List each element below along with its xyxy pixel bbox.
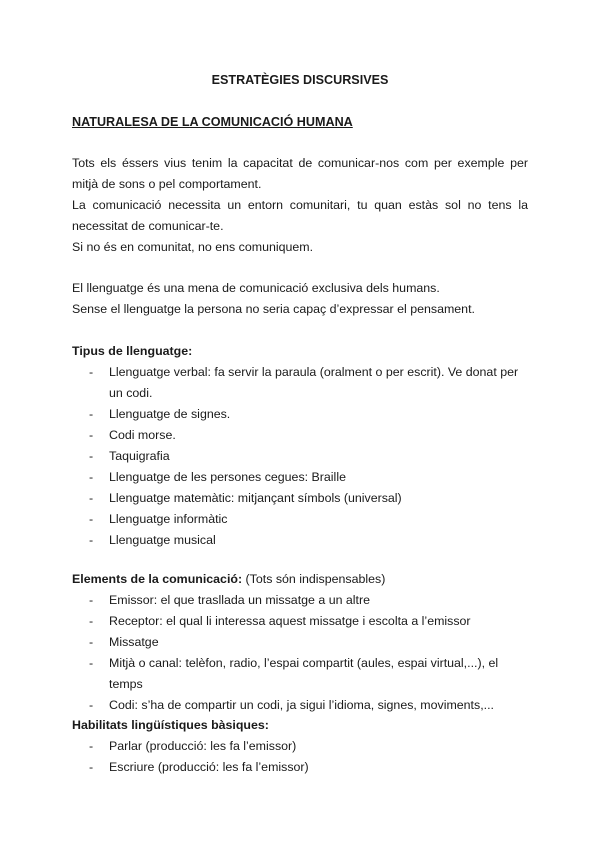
elements-heading-line bbox=[72, 569, 528, 590]
list-item: - Llenguatge musical bbox=[72, 530, 528, 551]
list-item: - Taquigrafia bbox=[72, 446, 528, 467]
list-item: - Receptor: el qual li interessa aquest missatge i escolta a l’emissor bbox=[72, 611, 528, 632]
list-item: - Escriure (producció: les fa l’emissor) bbox=[72, 757, 528, 778]
list-item: - Codi: s’ha de compartir un codi, ja sigui l’idioma, signes, moviments,... bbox=[72, 695, 528, 716]
intro-paragraph-1: Tots els éssers vius tenim la capacitat de comunicar-nos com per exemple per mitjà de sons o pel comportament. bbox=[72, 156, 528, 191]
list-item: - Llenguatge de signes. bbox=[72, 404, 528, 425]
section-heading: NATURALESA DE LA COMUNICACIÓ HUMANA bbox=[72, 115, 353, 129]
list-item: - Emissor: el que traslladа un missatge a un altre bbox=[72, 590, 528, 611]
skills-list bbox=[72, 736, 528, 778]
language-paragraph-2: Sense el llenguatge la persona no seria capaç d’expressar el pensament. bbox=[72, 302, 475, 316]
document-title: ESTRATÈGIES DISCURSIVES bbox=[211, 73, 389, 87]
list-item: - Mitjà o canal: telèfon, radio, l’espai compartit (aules, espai virtual,...), el temps bbox=[72, 653, 528, 695]
language-paragraphs bbox=[72, 278, 528, 320]
intro-paragraph-3: Si no és en comunitat, no ens comuniquem. bbox=[72, 240, 314, 254]
skills-heading: Habilitats lingüístiques bàsiques: bbox=[72, 718, 269, 732]
list-item: - Llenguatge de les persones cegues: Braille bbox=[72, 467, 528, 488]
list-item: - Missatge bbox=[72, 632, 528, 653]
intro-paragraphs bbox=[72, 153, 528, 258]
list-item: - Llenguatge matemàtic: mitjançant símbols (universal) bbox=[72, 488, 528, 509]
list-item: - Llenguatge informàtic bbox=[72, 509, 528, 530]
language-paragraph-1: El llenguatge és una mena de comunicació exclusiva dels humans. bbox=[72, 281, 440, 295]
elements-section bbox=[72, 569, 528, 716]
list-item: - Codi morse. bbox=[72, 425, 528, 446]
intro-paragraph-2: La comunicació necessita un entorn comunitari, tu quan estàs sol no tens la necessitat de comunicar-te. bbox=[72, 198, 528, 233]
types-section bbox=[72, 341, 528, 551]
list-item: - Llenguatge verbal: fa servir la paraula (oralment o per escrit). Ve donat per un codi. bbox=[72, 362, 528, 404]
skills-section bbox=[72, 715, 528, 778]
elements-list bbox=[72, 590, 528, 716]
types-heading: Tipus de llenguatge: bbox=[72, 344, 193, 358]
list-item: - Parlar (producció: les fa l’emissor) bbox=[72, 736, 528, 757]
elements-heading: Elements de la comunicació: bbox=[72, 572, 243, 586]
elements-note: (Tots són indispensables) bbox=[245, 572, 386, 586]
types-list bbox=[72, 362, 528, 551]
